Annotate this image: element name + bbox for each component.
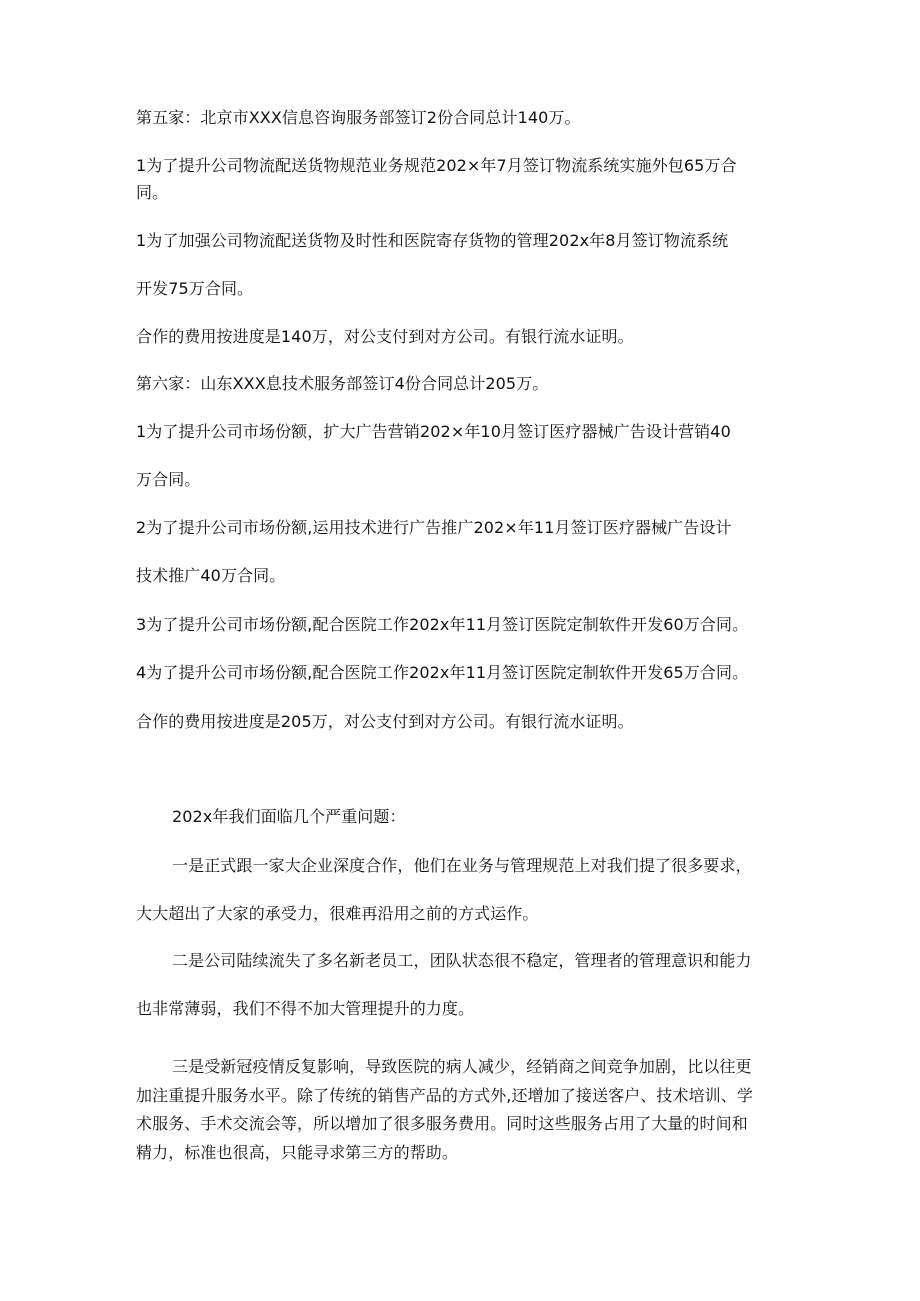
paragraph-line: 万合同。 [136,470,201,489]
paragraph-line: 术服务、手术交流会等，所以增加了很多服务费用。同时这些服务占用了大量的时间和 [136,1114,748,1133]
vendor-five-heading: 第五家：北京市XXX信息咨询服务部签订2份合同总计140万。 [136,108,581,127]
paragraph-line: 二是公司陆续流失了多名新老员工，团队状态很不稳定，管理者的管理意识和能力 [172,951,752,970]
paragraph-line: 4为了提升公司市场份额,配合医院工作202x年11月签订医院定制软件开发65万合同。 [136,663,749,682]
paragraph-line: 1为了加强公司物流配送货物及时性和医院寄存货物的管理202x年8月签订物流系统 [136,231,729,250]
paragraph-line: 三是受新冠疫情反复影响，导致医院的病人减少，经销商之间竞争加剧，比以往更 [172,1057,752,1076]
paragraph-line: 1为了提升公司市场份额，扩大广告营销202×年10月签订医疗器械广告设计营销40 [136,422,731,441]
paragraph-line: 1为了提升公司物流配送货物规范业务规范202×年7月签订物流系统实施外包65万合 [136,156,737,175]
paragraph-line: 也非常薄弱，我们不得不加大管理提升的力度。 [136,999,475,1018]
paragraph-line: 一是正式跟一家大企业深度合作，他们在业务与管理规范上对我们提了很多要求， [172,856,752,875]
paragraph-line: 3为了提升公司市场份额,配合医院工作202x年11月签订医院定制软件开发60万合同。 [136,615,749,634]
paragraph-line: 技术推广40万合同。 [136,566,286,585]
paragraph-line: 加注重提升服务水平。除了传统的销售产品的方式外,还增加了接送客户、技术培训、学 [136,1086,753,1105]
paragraph-line: 大大超出了大家的承受力，很难再沿用之前的方式运作。 [136,904,539,923]
payment-note: 合作的费用按进度是140万，对公支付到对方公司。有银行流水证明。 [136,327,634,346]
vendor-six-heading: 第六家：山东XXX息技术服务部签订4份合同总计205万。 [136,374,549,393]
paragraph-line: 开发75万合同。 [136,279,254,298]
section-heading: 202x年我们面临几个严重问题： [172,807,406,826]
paragraph-line: 2为了提升公司市场份额,运用技术进行广告推广202×年11月签订医疗器械广告设计 [136,518,732,537]
payment-note: 合作的费用按进度是205万，对公支付到对方公司。有银行流水证明。 [136,712,634,731]
paragraph-line: 同。 [136,183,169,202]
paragraph-line: 精力，标准也很高，只能寻求第三方的帮助。 [136,1143,459,1162]
